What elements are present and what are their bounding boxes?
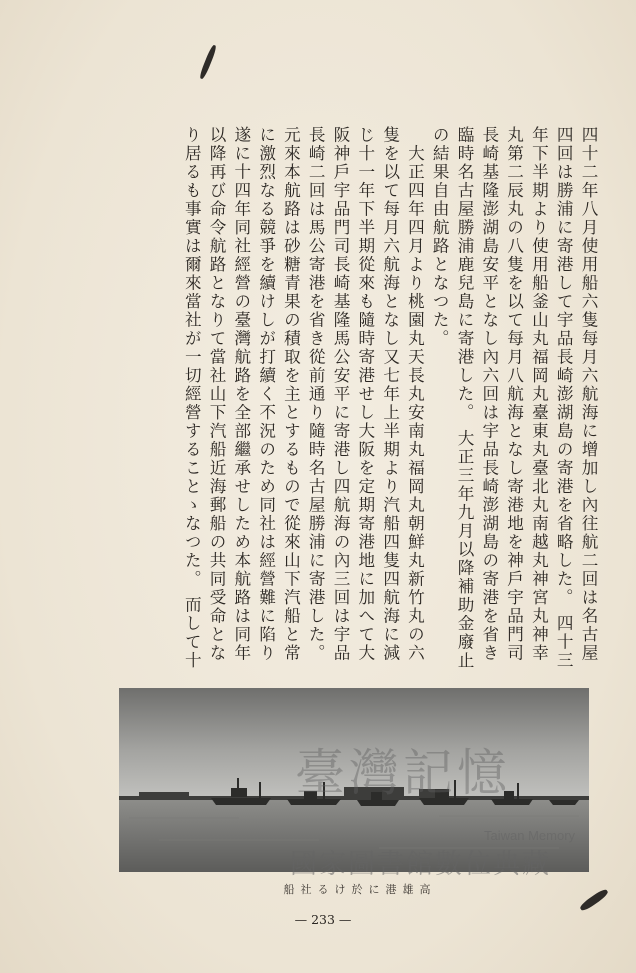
text-column: 長崎基隆澎湖島安平となし內六回は宇品長崎澎湖島の寄港を省き: [479, 126, 499, 663]
ink-smudge: [198, 44, 217, 80]
photo-caption-text: 高雄港に於ける社船: [283, 883, 437, 896]
body-text: [116, 126, 600, 682]
text-column: 年下半期より使用船釜山丸福岡丸臺東丸臺北丸南越丸神宮丸神幸: [529, 126, 549, 663]
sea: [119, 798, 589, 872]
text-column: 以降再び命令航路となりて當社山下汽船近海郵船の共同受命とな: [207, 126, 227, 663]
text-column: 隻を以て每月六航海となし又七年上半期より汽船四隻四航海に減: [380, 126, 400, 663]
text-column: 臨時名古屋勝浦鹿兒島に寄港した。 大正三年九月以降補助金廢止: [455, 126, 475, 670]
text-column: 四回は勝浦に寄港して宇品長崎澎湖島の寄港を省略した。 四十三: [554, 126, 574, 670]
page-number: — 233 —: [294, 912, 352, 927]
text-column: 元來本航路は砂糖青果の積取を主とするもので從來山下汽船と常: [281, 126, 301, 663]
ink-smudge: [579, 888, 610, 913]
watermark-org: 國家圖書館數位典藏: [290, 849, 551, 880]
text-column: り居るも事實は爾來當社が一切經營することゝなつた。 而して十: [182, 126, 202, 670]
text-column: 阪神戶宇品門司長崎基隆馬公安平に寄港し四航海の內三回は宇品: [331, 126, 351, 663]
photo-caption: [250, 881, 470, 899]
text-column: 大正四年四月より桃園丸天長丸安南丸福岡丸朝鮮丸新竹丸の六: [405, 126, 425, 663]
text-column: 長崎二回は馬公寄港を省き從前通り隨時名古屋勝浦に寄港した。: [306, 126, 326, 663]
text-column: 四十二年八月使用船六隻每月六航海に增加し內往航二回は名古屋: [579, 126, 598, 663]
harbor-photo-image: [119, 688, 589, 872]
text-column: に激烈なる競爭を續けしが打續く不況のため同社は經營難に陷り: [256, 126, 276, 663]
watermark-latin: Taiwan Memory: [484, 828, 576, 843]
text-column: の結果自由航路となつた。: [430, 126, 450, 348]
text-column: 遂に十四年同社經營の臺灣航路を全部繼承せしため本航路は同年: [231, 126, 251, 663]
watermark-glyphs: 臺灣記憶: [295, 744, 511, 802]
harbor-photo: [119, 688, 589, 872]
text-column: 丸第二辰丸の八隻を以て每月八航海となし寄港地を神戶宇品門司: [504, 126, 524, 663]
text-column: じ十一年下半期從來も隨時寄港せし大阪を定期寄港地に加へて大: [355, 126, 375, 663]
